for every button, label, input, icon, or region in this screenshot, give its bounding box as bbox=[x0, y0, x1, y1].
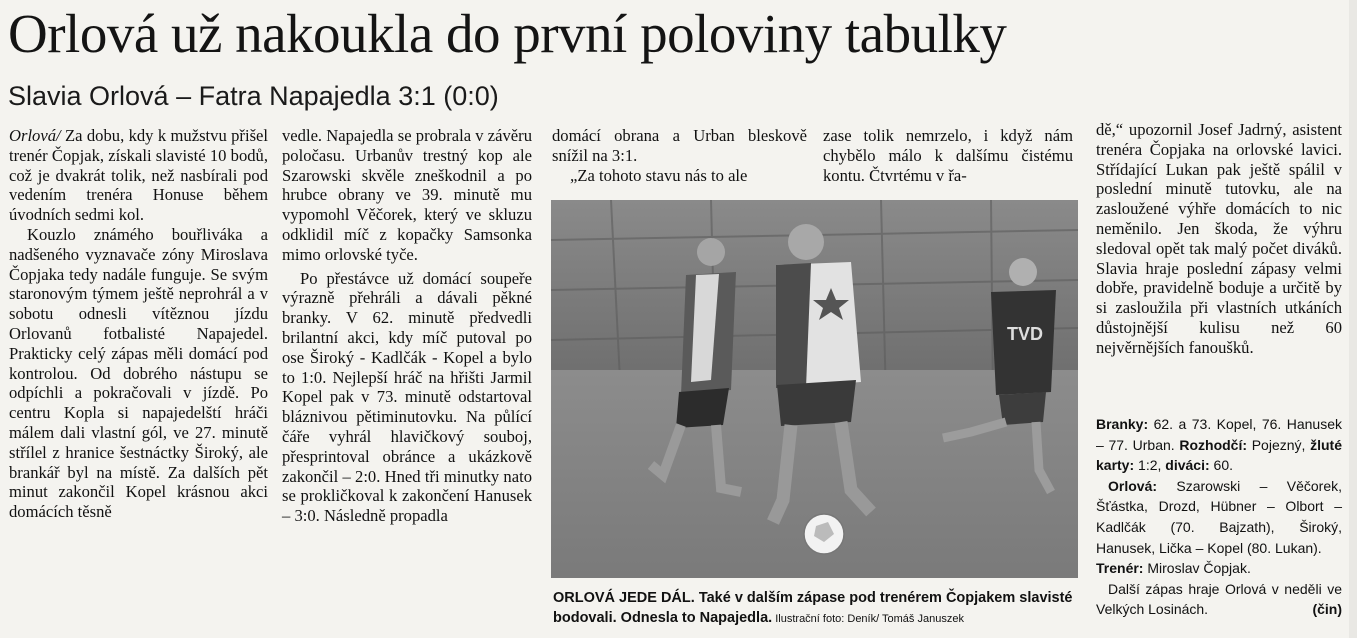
info-coach bbox=[1096, 558, 1342, 579]
info-lineup bbox=[1096, 476, 1342, 558]
info-label: diváci: bbox=[1165, 457, 1210, 474]
info-label: Orlová: bbox=[1108, 477, 1158, 494]
article-column-4 bbox=[823, 126, 1073, 185]
info-label: Trenér: bbox=[1096, 560, 1144, 577]
match-photo bbox=[551, 200, 1078, 578]
article-column-3 bbox=[552, 126, 807, 185]
article-paragraph bbox=[9, 126, 268, 225]
article-column-5 bbox=[1096, 120, 1342, 358]
article-paragraph: Kouzlo známého bouřliváka a nadšeného vyznavače zóny Miroslava Čopjaka tedy nadále funguje. Se svým staronovým týmem ještě neprohrál a v sobotu odnesli vítěznou jízdu Orlovanů fotbalisté Napajedel. Prakticky celý zápas měli domácí pod kontrolou. Od dobrého nástupu se odpíchli a pokračovali v jízdě. Po centru Kopla si napajedelští hráči málem dali vlastní gól, ve 27. minutě střílel z hranice šestnáctky Široký, ale brankář byl na místě. Za dalších pět minut zakončil Kopel krásnou akci domácích těsně bbox=[9, 224, 268, 522]
subheadline: Slavia Orlová – Fatra Napajedla 3:1 (0:0) bbox=[8, 81, 499, 111]
info-label: Rozhodčí: bbox=[1179, 436, 1248, 453]
article-paragraph: „Za tohoto stavu nás to ale bbox=[570, 165, 748, 185]
article-paragraph: Po přestávce už domácí soupeře výrazně přehráli a dávali pěkné branky. V 62. minutě předvedli brilantní akci, kdy míč putoval po ose Široký - Kadlčák - Kopel a bylo to 1:0. Nejlepší hráč na hřišti Jarmil Kopel pak v 73. minutě odstartoval bláznivou pětiminutovku. Na půlící čáře vyhrál hlavičkový souboj, přesprintoval obránce a ukázkově zakončil – 2:0. Hned tři minutky nato se prokličkoval k zakončení Hanusek – 3:0. Následně propadla bbox=[282, 268, 532, 526]
dateline: Orlová/ bbox=[9, 126, 61, 145]
info-value: 62. a 73. Kopel, 76. Hanusek – 77. Urban. bbox=[1096, 416, 1342, 453]
photo-caption bbox=[553, 588, 1080, 629]
article-paragraph: domácí obrana a Urban bleskově snížil na 3:1. bbox=[552, 126, 807, 165]
info-value: Miroslav Čopjak. bbox=[1143, 560, 1251, 577]
paragraph-text: Za dobu, kdy k mužstvu přišel trenér Čopjak, získali slavisté 10 bodů, což je dvakrát tolik, než nasbírali pod vedením trenéra Honuse během úvodních sedmi kol. bbox=[9, 126, 268, 225]
info-value: Pojezný, bbox=[1247, 436, 1311, 453]
article-paragraph: vedle. Napajedla se probrala v závěru poločasu. Urbanův trestný kop ale Szarowski skvěle zneškodnil a po hrubce obrany ve 39. minutě mu vypomohl Věčorek, který ve skluzu odklidil míč z kopačky Samsonka mimo orlovské tyče. bbox=[282, 126, 532, 264]
football-ball bbox=[804, 514, 844, 554]
caption-text: ORLOVÁ JEDE DÁL. Také v dalším zápase pod trenérem Čopjakem slavisté bodovali. Odnesla to Napajedla. bbox=[553, 590, 1073, 626]
info-value: 60. bbox=[1209, 457, 1233, 474]
article-paragraph: zase tolik nemrzelo, i když nám chybělo málo k dalšímu čistému kontu. Čtvrtému v řa- bbox=[823, 126, 1073, 185]
photo-credit: Ilustrační foto: Deník/ Tomáš Januszek bbox=[772, 613, 964, 625]
article-paragraph: dě,“ upozornil Josef Jadrný, asistent trenéra Čopjaka na orlovské lavici. Střídající Lukan pak ještě spálil v poslední minutě tutovku, ale na zasloužené výhře domácích to nic neměnilo. Jen škoda, že výhru sledoval opět tak malý počet diváků. Slavia hraje poslední zápasy velmi dobře, pravidelně boduje a určitě by si zasloužila při vlastních utkáních důstojnější kulisu než 60 nejvěrnějších fanoušků. bbox=[1096, 120, 1342, 357]
shirt-text: TVD bbox=[1007, 324, 1043, 344]
info-value: Szarowski – Věčorek, Šťástka, Drozd, Hübner – Olbort – Kadlčák (70. Bajzath), Široký, Hanusek, Lička – Kopel (80. Lukan). bbox=[1096, 477, 1342, 556]
headline: Orlová už nakoukla do první poloviny tabulky bbox=[8, 3, 1007, 64]
page-edge bbox=[1349, 0, 1357, 638]
info-next-match bbox=[1096, 579, 1342, 620]
info-value: Další zápas hraje Orlová v neděli ve Velkých Losinách. bbox=[1096, 580, 1342, 618]
info-label: žluté karty: bbox=[1096, 436, 1342, 474]
match-info-box bbox=[1096, 414, 1342, 620]
author-signature: (čin) bbox=[1312, 601, 1342, 618]
article-column-2 bbox=[282, 126, 532, 526]
info-goals bbox=[1096, 414, 1342, 476]
article-column-1 bbox=[9, 126, 268, 522]
info-value: 1:2, bbox=[1134, 457, 1166, 474]
info-label: Branky: bbox=[1096, 416, 1149, 432]
